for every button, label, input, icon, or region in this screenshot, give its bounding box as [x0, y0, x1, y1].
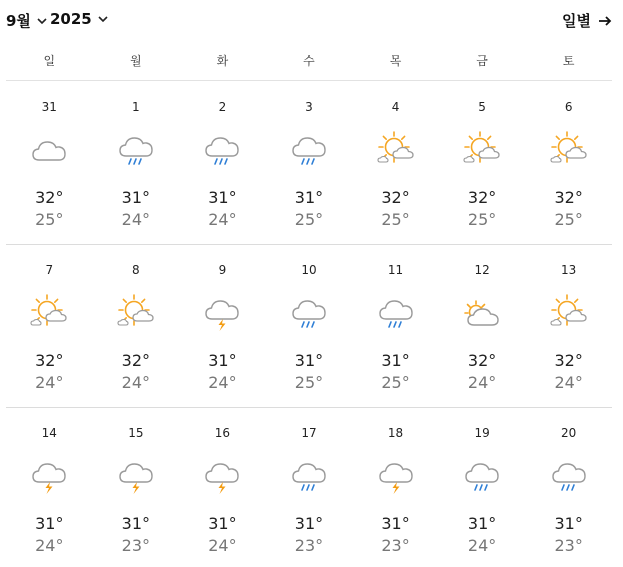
- low-temp: 25°: [294, 373, 324, 392]
- weekday-tue: 화: [216, 54, 229, 68]
- day-date: 15: [128, 426, 144, 440]
- day-cell[interactable]: [352, 82, 439, 244]
- low-temp: 23°: [121, 536, 151, 555]
- day-cell[interactable]: [439, 82, 526, 244]
- high-temp: 31°: [208, 514, 237, 533]
- day-cell[interactable]: [525, 408, 612, 567]
- rain-icon: [289, 456, 329, 496]
- thunder-icon: [29, 456, 69, 496]
- weekday-sun: 일: [43, 54, 56, 68]
- low-temp: 23°: [294, 536, 324, 555]
- daily-view-link[interactable]: [562, 10, 613, 31]
- thunder-icon: [116, 456, 156, 496]
- day-date: 20: [561, 426, 577, 440]
- weather-icon: [376, 293, 416, 333]
- weather-icon: [549, 293, 589, 333]
- day-date: 7: [45, 263, 54, 277]
- weather-icon: [549, 130, 589, 170]
- weekday-sat: 토: [562, 54, 575, 68]
- day-cell[interactable]: [266, 408, 353, 567]
- high-temp: 32°: [467, 351, 497, 370]
- year-label: 2025: [50, 10, 92, 28]
- high-temp: 32°: [121, 351, 151, 370]
- high-temp: 31°: [294, 351, 324, 370]
- high-temp: 32°: [554, 351, 583, 370]
- partly-sunny-icon: [116, 293, 156, 333]
- high-temp: 31°: [35, 514, 64, 533]
- day-date: 31: [41, 100, 57, 114]
- weather-icon: [202, 456, 242, 496]
- arrow-right-icon: [597, 13, 613, 29]
- high-temp: 32°: [554, 188, 583, 207]
- day-date: 3: [305, 100, 313, 114]
- day-cell[interactable]: [179, 82, 266, 244]
- weather-icon: [202, 293, 242, 333]
- weather-icon: [289, 293, 329, 333]
- weather-icon: [462, 293, 502, 333]
- high-temp: 32°: [35, 188, 64, 207]
- low-temp: 23°: [381, 536, 410, 555]
- high-temp: 32°: [381, 188, 410, 207]
- high-temp: 31°: [121, 188, 151, 207]
- partly-sunny-icon: [29, 293, 69, 333]
- low-temp: 24°: [35, 536, 64, 555]
- weekday-mon: 월: [130, 54, 142, 68]
- day-date: 16: [214, 426, 231, 440]
- high-temp: 31°: [208, 351, 237, 370]
- rain-icon: [116, 130, 156, 170]
- weekday-fri: 금: [476, 54, 488, 68]
- weather-icon: [462, 130, 502, 170]
- weather-icon: [116, 293, 156, 333]
- weather-icon: [29, 130, 69, 170]
- partly-sunny-icon: [462, 130, 502, 170]
- week-row: [6, 245, 612, 408]
- day-date: 13: [561, 263, 577, 277]
- weather-icon: [289, 130, 329, 170]
- rain-icon: [549, 456, 589, 496]
- day-cell[interactable]: [266, 245, 353, 407]
- day-date: 6: [564, 100, 573, 114]
- weather-icon: [29, 456, 69, 496]
- view-mode-label: 일별: [562, 12, 591, 30]
- day-cell[interactable]: [93, 408, 180, 567]
- day-date: 18: [387, 426, 404, 440]
- low-temp: 25°: [467, 210, 497, 229]
- day-cell[interactable]: [93, 82, 180, 244]
- low-temp: 24°: [467, 536, 497, 555]
- low-temp: 25°: [294, 210, 324, 229]
- week-row: [6, 408, 612, 567]
- cloudy-icon: [29, 130, 69, 170]
- month-label: 9월: [6, 12, 31, 30]
- low-temp: 24°: [554, 373, 583, 392]
- low-temp: 24°: [208, 536, 237, 555]
- thunder-icon: [376, 456, 416, 496]
- day-cell[interactable]: [439, 408, 526, 567]
- rain-icon: [202, 130, 242, 170]
- chevron-down-icon: [35, 14, 49, 28]
- high-temp: 31°: [381, 351, 410, 370]
- weather-icon: [289, 456, 329, 496]
- high-temp: 32°: [467, 188, 497, 207]
- year-select[interactable]: [50, 10, 110, 28]
- week-row: [6, 82, 612, 245]
- day-date: 8: [132, 263, 140, 277]
- weather-icon: [116, 130, 156, 170]
- day-date: 1: [132, 100, 140, 114]
- day-cell[interactable]: [266, 82, 353, 244]
- weather-icon: [549, 456, 589, 496]
- low-temp: 24°: [208, 373, 237, 392]
- day-date: 10: [301, 263, 317, 277]
- thunder-icon: [202, 293, 242, 333]
- low-temp: 24°: [467, 373, 497, 392]
- rain-icon: [462, 456, 502, 496]
- weather-icon: [116, 456, 156, 496]
- day-cell[interactable]: [93, 245, 180, 407]
- day-cell[interactable]: [352, 245, 439, 407]
- weather-icon: [202, 130, 242, 170]
- weather-icon: [29, 293, 69, 333]
- calendar-header: [0, 0, 623, 40]
- low-temp: 23°: [554, 536, 583, 555]
- day-cell[interactable]: [6, 408, 93, 567]
- high-temp: 31°: [208, 188, 237, 207]
- high-temp: 31°: [294, 188, 324, 207]
- weekday-wed: 수: [303, 54, 315, 68]
- partly-sunny-icon: [549, 293, 589, 333]
- day-date: 17: [301, 426, 317, 440]
- weekday-header: [6, 48, 612, 81]
- chevron-down-icon: [96, 12, 110, 26]
- weather-icon: [376, 456, 416, 496]
- day-cell[interactable]: [525, 245, 612, 407]
- rain-icon: [289, 293, 329, 333]
- day-cell[interactable]: [6, 245, 93, 407]
- high-temp: 31°: [554, 514, 583, 533]
- mostly-cloudy-icon: [462, 293, 502, 333]
- partly-sunny-icon: [549, 130, 589, 170]
- low-temp: 25°: [35, 210, 64, 229]
- high-temp: 31°: [121, 514, 151, 533]
- day-date: 11: [387, 263, 404, 277]
- day-date: 14: [41, 426, 57, 440]
- high-temp: 32°: [35, 351, 64, 370]
- day-date: 9: [218, 263, 227, 277]
- weather-icon: [462, 456, 502, 496]
- low-temp: 24°: [121, 373, 151, 392]
- day-cell[interactable]: [352, 408, 439, 567]
- day-cell[interactable]: [6, 82, 93, 244]
- month-select[interactable]: [6, 10, 49, 31]
- low-temp: 25°: [381, 210, 410, 229]
- high-temp: 31°: [381, 514, 410, 533]
- day-cell[interactable]: [179, 245, 266, 407]
- day-date: 4: [391, 100, 400, 114]
- day-cell[interactable]: [525, 82, 612, 244]
- rain-icon: [289, 130, 329, 170]
- high-temp: 31°: [294, 514, 324, 533]
- rain-icon: [376, 293, 416, 333]
- high-temp: 31°: [467, 514, 497, 533]
- low-temp: 25°: [381, 373, 410, 392]
- low-temp: 24°: [208, 210, 237, 229]
- day-date: 2: [218, 100, 227, 114]
- day-date: 5: [478, 100, 486, 114]
- day-cell[interactable]: [439, 245, 526, 407]
- day-date: 19: [474, 426, 490, 440]
- day-cell[interactable]: [179, 408, 266, 567]
- day-date: 12: [474, 263, 490, 277]
- low-temp: 24°: [121, 210, 151, 229]
- partly-sunny-icon: [376, 130, 416, 170]
- weather-icon: [376, 130, 416, 170]
- weekday-thu: 목: [389, 54, 402, 68]
- low-temp: 24°: [35, 373, 64, 392]
- low-temp: 25°: [554, 210, 583, 229]
- thunder-icon: [202, 456, 242, 496]
